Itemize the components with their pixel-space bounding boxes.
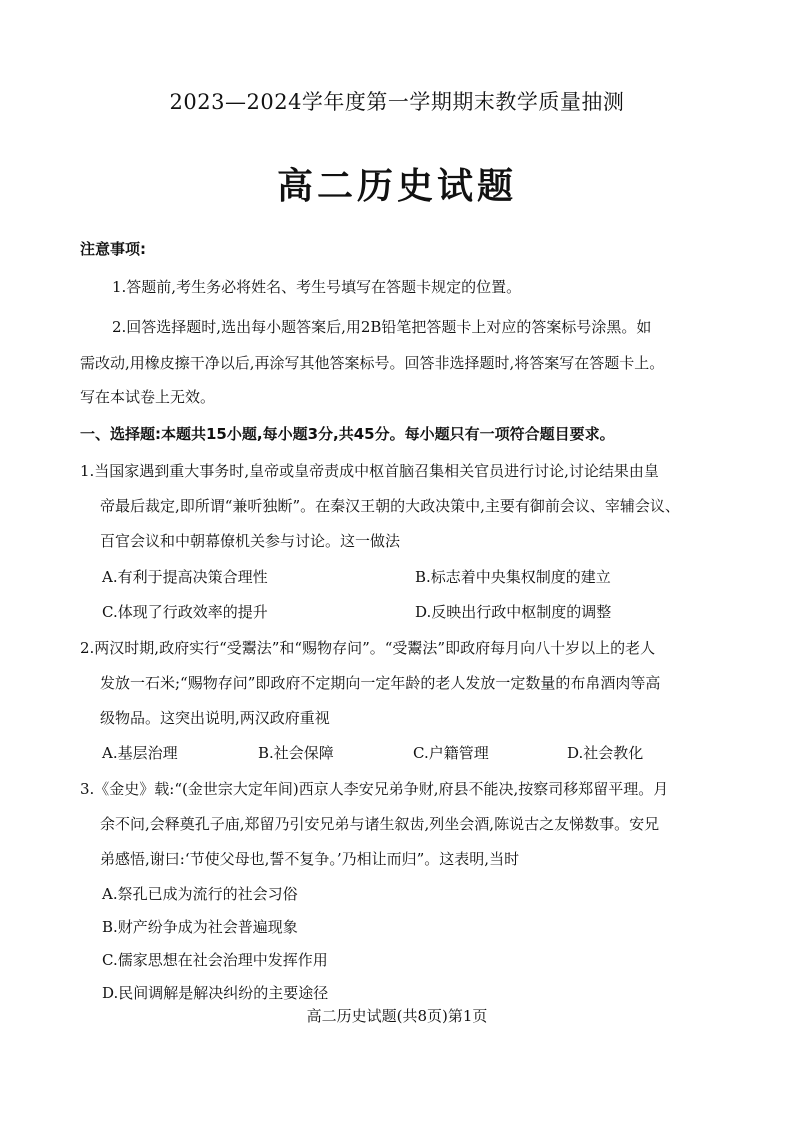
notes-item-2-line-1: 2.回答选择题时,选出每小题答案后,用2B铅笔把答题卡上对应的答案标号涂黑。如 xyxy=(112,318,652,336)
notes-item-1: 1.答题前,考生务必将姓名、考生号填写在答题卡规定的位置。 xyxy=(112,278,522,296)
q3-stem-line-2: 余不问,会释奠孔子庙,郑留乃引安兄弟与诸生叙齿,列坐会酒,陈说古之友悌数事。安兄 xyxy=(100,815,660,833)
q1-stem-line-3: 百官会议和中朝幕僚机关参与讨论。这一做法 xyxy=(100,532,401,550)
q2-stem-line-2: 发放一石米;“赐物存问”即政府不定期向一定年龄的老人发放一定数量的布帛酒肉等高 xyxy=(100,674,661,692)
q2-option-b: B.社会保障 xyxy=(258,744,334,762)
q2-stem-line-3: 级物品。这突出说明,两汉政府重视 xyxy=(100,709,330,727)
section-heading: 一、选择题:本题共15小题,每小题3分,共45分。每小题只有一项符合题目要求。 xyxy=(80,425,615,443)
page-title: 高二历史试题 xyxy=(276,166,517,207)
page-footer: 高二历史试题(共8页)第1页 xyxy=(306,1007,488,1025)
q2-option-a: A.基层治理 xyxy=(102,744,178,762)
q3-option-d: D.民间调解是解决纠纷的主要途径 xyxy=(102,984,329,1002)
q3-stem-line-1: 3.《金史》载:“(金世宗大定年间)西京人李安兄弟争财,府县不能决,按察司移郑留平理。月 xyxy=(80,780,669,798)
q1-stem-line-1: 1.当国家遇到重大事务时,皇帝或皇帝责成中枢首脑召集相关官员进行讨论,讨论结果由皇 xyxy=(80,462,659,480)
q3-option-c: C.儒家思想在社会治理中发挥作用 xyxy=(102,951,328,969)
q1-stem-line-2: 帝最后裁定,即所谓“兼听独断”。在秦汉王朝的大政决策中,主要有御前会议、宰辅会议、 xyxy=(100,497,680,515)
notes-item-2-line-2: 需改动,用橡皮擦干净以后,再涂写其他答案标号。回答非选择题时,将答案写在答题卡上。 xyxy=(80,354,665,372)
q2-option-c: C.户籍管理 xyxy=(413,744,489,762)
q2-stem-line-1: 2.两汉时期,政府实行“受鬻法”和“赐物存问”。“受鬻法”即政府每月向八十岁以上的老人 xyxy=(80,639,656,657)
notes-item-2-line-3: 写在本试卷上无效。 xyxy=(80,388,216,406)
exam-name: 2023—2024学年度第一学期期末教学质量抽测 xyxy=(169,90,625,114)
q3-option-a: A.祭孔已成为流行的社会习俗 xyxy=(102,885,298,903)
q1-option-c: C.体现了行政效率的提升 xyxy=(102,603,268,621)
q3-option-b: B.财产纷争成为社会普遍现象 xyxy=(102,918,298,936)
q2-option-d: D.社会教化 xyxy=(567,744,644,762)
q1-option-d: D.反映出行政中枢制度的调整 xyxy=(415,603,612,621)
q1-option-a: A.有利于提高决策合理性 xyxy=(102,568,268,586)
notes-heading: 注意事项: xyxy=(80,240,146,258)
q1-option-b: B.标志着中央集权制度的建立 xyxy=(415,568,611,586)
q3-stem-line-3: 弟感悟,谢曰:‘节使父母也,誓不复争。’乃相让而归”。这表明,当时 xyxy=(100,850,520,868)
